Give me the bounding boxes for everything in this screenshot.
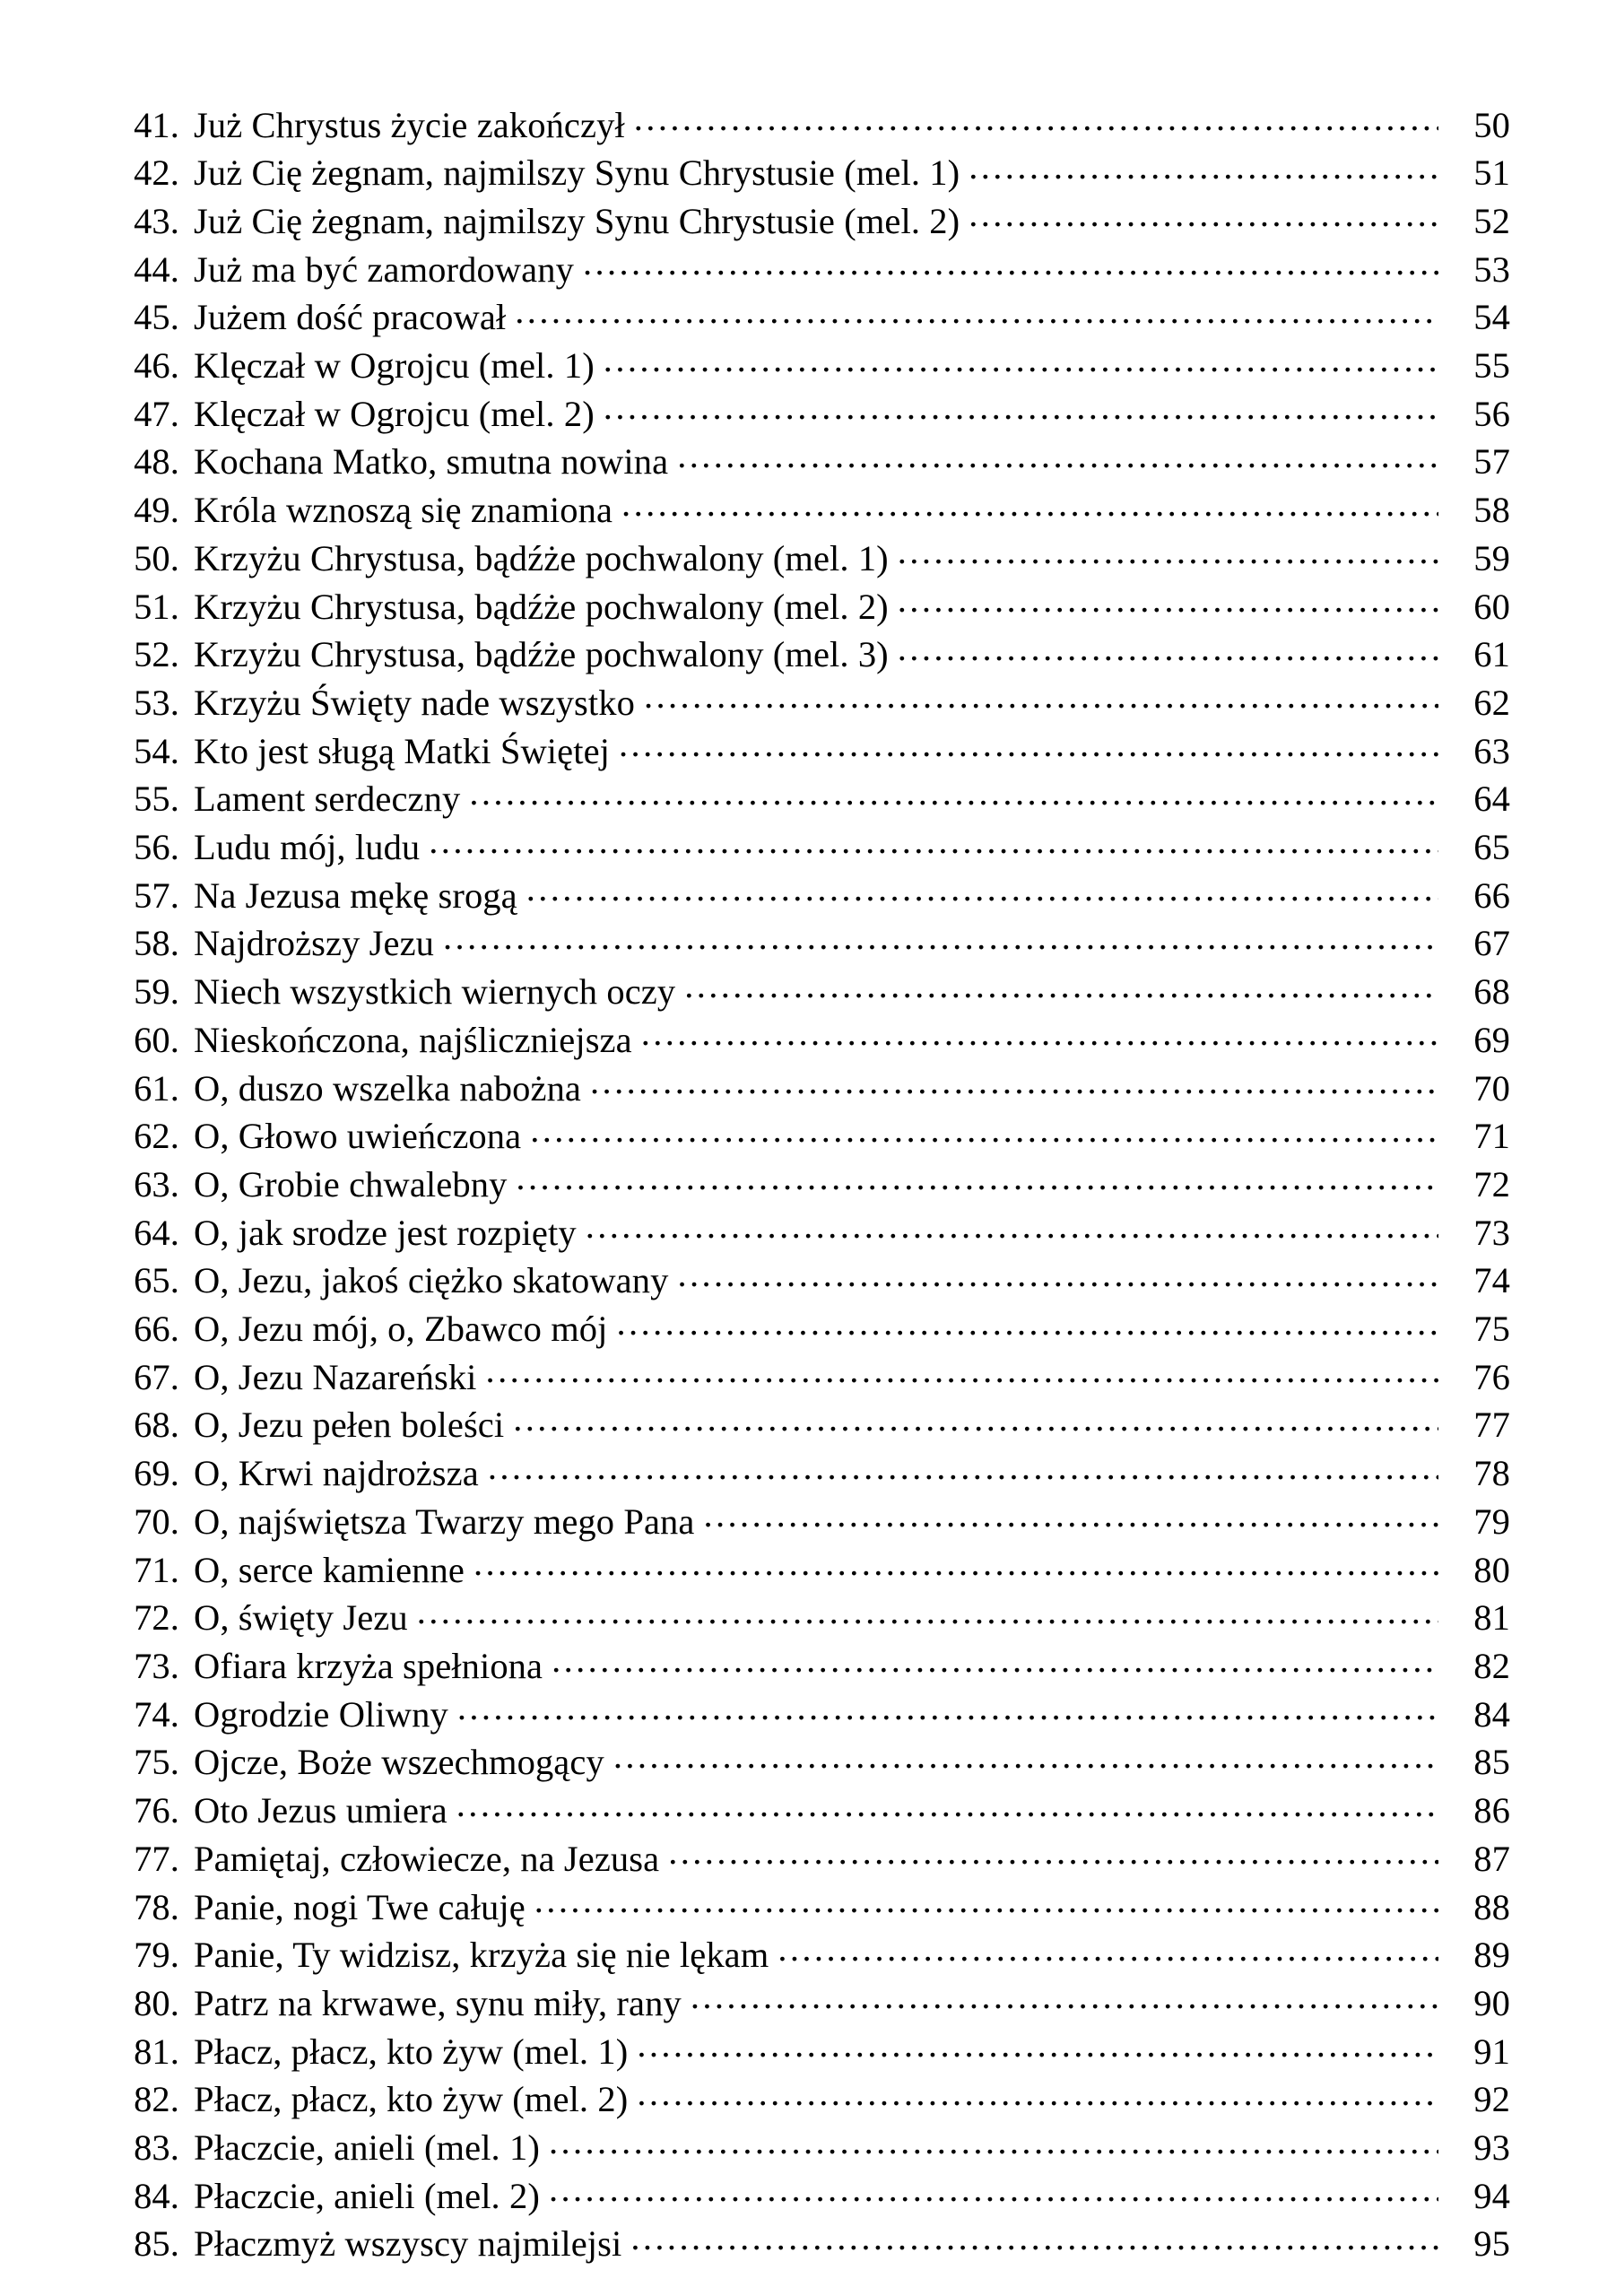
toc-entry[interactable] <box>113 726 1510 775</box>
toc-entry-number: 49. <box>134 490 179 531</box>
toc-entry-number: 75. <box>134 1742 179 1783</box>
dot-leader <box>634 100 1438 137</box>
toc-entry-title: Na Jezusa mękę srogą <box>194 874 517 916</box>
dot-leader <box>590 1064 1438 1100</box>
toc-entry[interactable] <box>113 389 1510 438</box>
toc-entry-page-number: 57 <box>1473 441 1510 483</box>
toc-entry-page-number: 66 <box>1473 874 1510 916</box>
toc-entry-number: 52. <box>134 634 179 675</box>
toc-entry[interactable] <box>113 534 1510 582</box>
toc-entry-page-number: 74 <box>1473 1260 1510 1301</box>
toc-entry-page-number: 70 <box>1473 1067 1510 1109</box>
toc-entry-number: 74. <box>134 1693 179 1735</box>
toc-entry-number: 44. <box>134 248 179 290</box>
dot-leader <box>474 1545 1438 1582</box>
toc-entry-page-number: 76 <box>1473 1356 1510 1397</box>
toc-entry[interactable] <box>113 968 1510 1016</box>
toc-entry-title: Klęczał w Ogrojcu (mel. 1) <box>194 345 595 387</box>
toc-entry-number: 41. <box>134 104 179 145</box>
toc-entry-number: 82. <box>134 2079 179 2120</box>
toc-entry-number: 58. <box>134 923 179 964</box>
toc-entry-page-number: 79 <box>1473 1500 1510 1542</box>
toc-entry-number: 66. <box>134 1309 179 1350</box>
dot-leader <box>778 1931 1438 1968</box>
toc-entry[interactable] <box>113 2124 1510 2172</box>
toc-entry-title: Króla wznoszą się znamiona <box>194 490 613 531</box>
dot-leader <box>898 582 1438 619</box>
toc-entry-title: Płaczcie, anieli (mel. 1) <box>194 2127 540 2169</box>
toc-entry[interactable] <box>113 245 1510 293</box>
dot-leader <box>417 1594 1438 1631</box>
toc-entry[interactable] <box>113 582 1510 631</box>
toc-entry-number: 55. <box>134 778 179 820</box>
toc-entry-title: Płacz, płacz, kto żyw (mel. 2) <box>194 2079 629 2120</box>
toc-entry-number: 63. <box>134 1163 179 1205</box>
toc-entry[interactable] <box>113 1594 1510 1642</box>
toc-entry-title: Panie, nogi Twe całuję <box>194 1886 526 1927</box>
toc-entry-title: O, serce kamienne <box>194 1549 465 1590</box>
toc-entry[interactable] <box>113 149 1510 197</box>
toc-entry-number: 69. <box>134 1453 179 1494</box>
dot-leader <box>549 2171 1438 2208</box>
dot-leader <box>515 293 1438 330</box>
toc-entry-title: Kochana Matko, smutna nowina <box>194 441 669 483</box>
toc-entry-number: 73. <box>134 1646 179 1686</box>
dot-leader <box>677 438 1438 474</box>
toc-entry-page-number: 77 <box>1473 1405 1510 1446</box>
toc-entry-page-number: 81 <box>1473 1597 1510 1639</box>
toc-entry[interactable] <box>113 1401 1510 1449</box>
toc-entry-page-number: 68 <box>1473 971 1510 1013</box>
toc-entry-title: Kto jest sługą Matki Świętej <box>194 730 611 771</box>
toc-entry[interactable] <box>113 2171 1510 2220</box>
toc-entry-title: Pamiętaj, człowiecze, na Jezusa <box>194 1838 660 1879</box>
toc-entry[interactable] <box>113 1160 1510 1208</box>
toc-entry[interactable] <box>113 438 1510 486</box>
toc-entry-page-number: 92 <box>1473 2079 1510 2120</box>
toc-entry-number: 83. <box>134 2127 179 2169</box>
dot-leader <box>429 823 1438 860</box>
dot-leader <box>486 1352 1438 1389</box>
toc-entry[interactable] <box>113 1497 1510 1545</box>
toc-entry-title: Krzyżu Chrystusa, bądźże pochwalony (mel. 3) <box>194 634 889 675</box>
dot-leader <box>513 1401 1438 1438</box>
toc-entry-number: 51. <box>134 586 179 627</box>
toc-entry-title: O, Jezu pełen boleści <box>194 1405 505 1446</box>
dot-leader <box>617 1305 1438 1342</box>
toc-entry-page-number: 91 <box>1473 2031 1510 2072</box>
toc-entry-title: O, jak srodze jest rozpięty <box>194 1212 577 1253</box>
toc-entry[interactable] <box>113 342 1510 390</box>
toc-entry-page-number: 95 <box>1473 2223 1510 2265</box>
toc-entry-page-number: 69 <box>1473 1019 1510 1060</box>
table-of-contents-list <box>113 100 1510 2268</box>
dot-leader <box>621 486 1438 523</box>
toc-entry-title: Jużem dość pracował <box>194 297 507 338</box>
toc-entry-title: O, Krwi najdroższa <box>194 1453 479 1494</box>
toc-entry-page-number: 80 <box>1473 1549 1510 1590</box>
toc-entry-number: 50. <box>134 537 179 578</box>
toc-entry-title: Płaczmyż wszyscy najmilejsi <box>194 2223 622 2265</box>
dot-leader <box>457 1690 1438 1726</box>
dot-leader <box>443 919 1438 956</box>
toc-entry-page-number: 56 <box>1473 393 1510 434</box>
toc-entry-page-number: 93 <box>1473 2127 1510 2169</box>
toc-entry[interactable] <box>113 486 1510 535</box>
toc-entry-page-number: 75 <box>1473 1309 1510 1350</box>
toc-entry[interactable] <box>113 2075 1510 2124</box>
dot-leader <box>488 1449 1438 1486</box>
toc-entry-page-number: 63 <box>1473 730 1510 771</box>
toc-entry-title: Ludu mój, ludu <box>194 827 421 868</box>
toc-entry-page-number: 53 <box>1473 248 1510 290</box>
toc-entry-page-number: 90 <box>1473 1982 1510 2023</box>
toc-entry-page-number: 65 <box>1473 827 1510 868</box>
toc-entry-page-number: 71 <box>1473 1116 1510 1157</box>
dot-leader <box>604 342 1438 378</box>
toc-entry[interactable] <box>113 1015 1510 1064</box>
toc-entry-number: 80. <box>134 1982 179 2023</box>
toc-entry[interactable] <box>113 1931 1510 1979</box>
dot-leader <box>691 1979 1438 2015</box>
toc-entry-title: Krzyżu Święty nade wszystko <box>194 682 635 723</box>
toc-entry[interactable] <box>113 100 1510 149</box>
toc-entry-number: 54. <box>134 730 179 771</box>
toc-entry-number: 68. <box>134 1405 179 1446</box>
toc-entry-number: 67. <box>134 1356 179 1397</box>
dot-leader <box>668 1834 1438 1871</box>
dot-leader <box>898 631 1438 667</box>
toc-entry-title: Nieskończona, najśliczniejsza <box>194 1019 632 1060</box>
toc-entry[interactable] <box>113 1112 1510 1161</box>
dot-leader <box>526 871 1438 908</box>
toc-entry-number: 57. <box>134 874 179 916</box>
toc-entry-title: O, Grobie chwalebny <box>194 1163 508 1205</box>
toc-entry-page-number: 89 <box>1473 1935 1510 1976</box>
dot-leader <box>583 245 1438 282</box>
toc-entry-title: Już Cię żegnam, najmilszy Synu Chrystusie (mel. 1) <box>194 152 960 194</box>
toc-entry-number: 48. <box>134 441 179 483</box>
toc-entry[interactable] <box>113 1305 1510 1353</box>
toc-entry[interactable] <box>113 823 1510 872</box>
dot-leader <box>552 1642 1438 1679</box>
toc-entry-title: Już Chrystus życie zakończył <box>194 104 625 145</box>
toc-entry-page-number: 55 <box>1473 345 1510 387</box>
dot-leader <box>969 149 1438 186</box>
toc-entry-page-number: 88 <box>1473 1886 1510 1927</box>
toc-entry[interactable] <box>113 1979 1510 2027</box>
toc-entry-number: 59. <box>134 971 179 1013</box>
toc-entry-title: O, Jezu Nazareński <box>194 1356 477 1397</box>
toc-entry[interactable] <box>113 678 1510 726</box>
toc-entry-number: 85. <box>134 2223 179 2265</box>
toc-entry-number: 84. <box>134 2175 179 2216</box>
toc-entry[interactable] <box>113 1064 1510 1112</box>
dot-leader <box>613 1738 1438 1775</box>
toc-entry-title: Płacz, płacz, kto żyw (mel. 1) <box>194 2031 629 2072</box>
toc-entry[interactable] <box>113 919 1510 968</box>
toc-entry[interactable] <box>113 1642 1510 1691</box>
toc-entry-page-number: 51 <box>1473 152 1510 194</box>
dot-leader <box>516 1160 1438 1196</box>
toc-entry-number: 45. <box>134 297 179 338</box>
toc-entry-number: 78. <box>134 1886 179 1927</box>
toc-entry-title: Już ma być zamordowany <box>194 248 574 290</box>
dot-leader <box>549 2124 1438 2161</box>
dot-leader <box>703 1497 1438 1534</box>
dot-leader <box>898 534 1438 570</box>
toc-entry-number: 79. <box>134 1935 179 1976</box>
toc-entry[interactable] <box>113 2220 1510 2268</box>
toc-entry-number: 46. <box>134 345 179 387</box>
toc-entry-number: 81. <box>134 2031 179 2072</box>
toc-entry-title: Oto Jezus umiera <box>194 1790 447 1831</box>
toc-entry[interactable] <box>113 1208 1510 1257</box>
toc-entry-number: 77. <box>134 1838 179 1879</box>
toc-entry[interactable] <box>113 1449 1510 1498</box>
toc-entry[interactable] <box>113 631 1510 679</box>
toc-entry-number: 53. <box>134 682 179 723</box>
dot-leader <box>586 1208 1438 1245</box>
toc-entry-title: Klęczał w Ogrojcu (mel. 2) <box>194 393 595 434</box>
toc-entry-page-number: 73 <box>1473 1212 1510 1253</box>
toc-entry-page-number: 82 <box>1473 1646 1510 1686</box>
toc-entry[interactable] <box>113 1690 1510 1738</box>
toc-entry-title: Najdroższy Jezu <box>194 923 435 964</box>
toc-entry-number: 65. <box>134 1260 179 1301</box>
dot-leader <box>534 1883 1438 1919</box>
toc-entry-page-number: 85 <box>1473 1742 1510 1783</box>
toc-entry-number: 62. <box>134 1116 179 1157</box>
toc-entry[interactable] <box>113 871 1510 919</box>
toc-entry-page-number: 50 <box>1473 104 1510 145</box>
toc-entry[interactable] <box>113 1738 1510 1787</box>
toc-entry-title: Krzyżu Chrystusa, bądźże pochwalony (mel. 1) <box>194 537 889 578</box>
toc-entry-page-number: 84 <box>1473 1693 1510 1735</box>
toc-entry-page-number: 78 <box>1473 1453 1510 1494</box>
toc-entry-number: 56. <box>134 827 179 868</box>
toc-entry[interactable] <box>113 775 1510 823</box>
toc-entry[interactable] <box>113 2027 1510 2075</box>
toc-entry-number: 42. <box>134 152 179 194</box>
dot-leader <box>684 968 1438 1004</box>
toc-entry-title: Ogrodzie Oliwny <box>194 1693 448 1735</box>
dot-leader <box>469 775 1438 812</box>
toc-entry-number: 71. <box>134 1549 179 1590</box>
toc-entry-page-number: 52 <box>1473 200 1510 241</box>
toc-entry-number: 60. <box>134 1019 179 1060</box>
toc-entry-page-number: 72 <box>1473 1163 1510 1205</box>
toc-entry-number: 47. <box>134 393 179 434</box>
toc-entry[interactable] <box>113 1834 1510 1883</box>
toc-entry-title: Patrz na krwawe, synu miły, rany <box>194 1982 682 2023</box>
toc-entry-number: 64. <box>134 1212 179 1253</box>
toc-entry-page-number: 64 <box>1473 778 1510 820</box>
dot-leader <box>630 2220 1438 2257</box>
toc-entry-page-number: 87 <box>1473 1838 1510 1879</box>
toc-entry[interactable] <box>113 1545 1510 1594</box>
toc-entry-title: O, Głowo uwieńczona <box>194 1116 522 1157</box>
dot-leader <box>637 2027 1438 2064</box>
toc-entry-page-number: 59 <box>1473 537 1510 578</box>
toc-entry-page-number: 61 <box>1473 634 1510 675</box>
toc-entry-title: Panie, Ty widzisz, krzyża się nie lękam <box>194 1935 769 1976</box>
dot-leader <box>530 1112 1438 1149</box>
dot-leader <box>637 2075 1438 2112</box>
toc-entry-title: O, święty Jezu <box>194 1597 408 1639</box>
dot-leader <box>456 1787 1438 1823</box>
toc-entry-number: 72. <box>134 1597 179 1639</box>
toc-entry-title: Lament serdeczny <box>194 778 461 820</box>
toc-entry-title: Już Cię żegnam, najmilszy Synu Chrystusie (mel. 2) <box>194 200 960 241</box>
toc-entry-number: 43. <box>134 200 179 241</box>
dot-leader <box>677 1257 1438 1293</box>
toc-entry-number: 70. <box>134 1500 179 1542</box>
toc-entry-title: Krzyżu Chrystusa, bądźże pochwalony (mel. 2) <box>194 586 889 627</box>
toc-entry-page-number: 62 <box>1473 682 1510 723</box>
toc-entry[interactable] <box>113 1787 1510 1835</box>
toc-entry-number: 76. <box>134 1790 179 1831</box>
toc-entry-page-number: 86 <box>1473 1790 1510 1831</box>
toc-entry-page-number: 58 <box>1473 490 1510 531</box>
toc-entry-title: Płaczcie, anieli (mel. 2) <box>194 2175 540 2216</box>
toc-entry[interactable] <box>113 196 1510 245</box>
toc-entry[interactable] <box>113 1883 1510 1931</box>
toc-entry-title: Ojcze, Boże wszechmogący <box>194 1742 604 1783</box>
dot-leader <box>619 726 1438 763</box>
toc-entry[interactable] <box>113 1257 1510 1305</box>
dot-leader <box>644 678 1438 715</box>
toc-entry-page-number: 94 <box>1473 2175 1510 2216</box>
toc-entry-number: 61. <box>134 1067 179 1109</box>
toc-entry-title: Niech wszystkich wiernych oczy <box>194 971 676 1013</box>
dot-leader <box>604 389 1438 426</box>
toc-entry-title: O, Jezu mój, o, Zbawco mój <box>194 1309 608 1350</box>
toc-entry-page-number: 54 <box>1473 297 1510 338</box>
toc-entry-title: O, najświętsza Twarzy mego Pana <box>194 1500 695 1542</box>
toc-entry[interactable] <box>113 293 1510 342</box>
toc-entry-title: Ofiara krzyża spełniona <box>194 1646 543 1686</box>
toc-entry-page-number: 60 <box>1473 586 1510 627</box>
toc-entry[interactable] <box>113 1352 1510 1401</box>
dot-leader <box>969 196 1438 233</box>
toc-entry-title: O, Jezu, jakoś ciężko skatowany <box>194 1260 669 1301</box>
toc-entry-page-number: 67 <box>1473 923 1510 964</box>
dot-leader <box>641 1015 1438 1052</box>
toc-entry-title: O, duszo wszelka nabożna <box>194 1067 582 1109</box>
